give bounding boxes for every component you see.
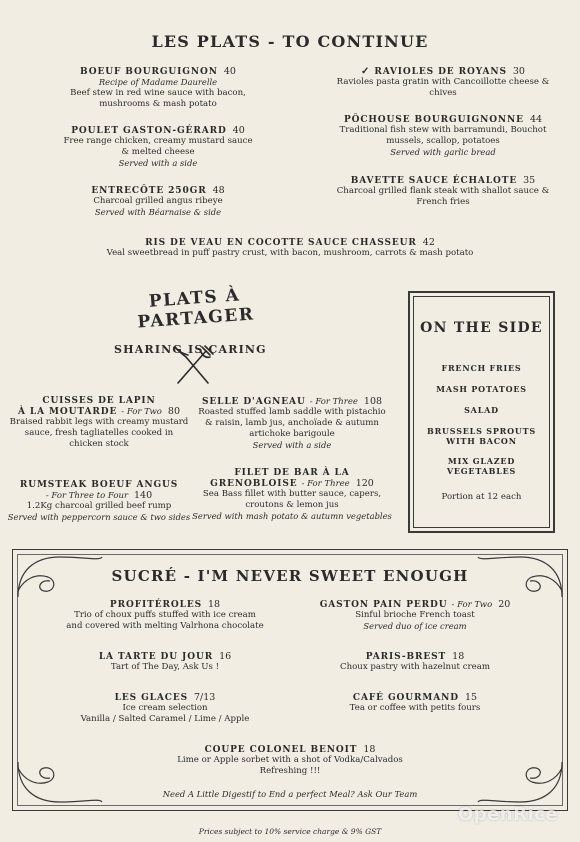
dish-desc: artichoke barigoule xyxy=(249,429,335,439)
dish-desc: Veal sweetbread in puff pastry crust, with bacon, mushroom, carrots & mash potato xyxy=(106,248,474,258)
dish-cuisses-lapin xyxy=(6,396,192,450)
dish-note: Served with peppercorn sauce & two sides xyxy=(7,512,191,522)
dish-price: 18 xyxy=(207,599,221,610)
dish-name: BAVETTE SAUCE ÉCHALOTE xyxy=(350,176,518,186)
dish-desc: Trio of choux puffs stuffed with ice cream xyxy=(74,610,256,620)
dish-note: Served with Béarnaise & side xyxy=(94,207,222,217)
dish-serving-note: - For Three xyxy=(309,397,358,407)
dish-desc: Charcoal grilled angus ribeye xyxy=(93,196,223,206)
dish-desc: chives xyxy=(429,88,457,98)
dish-name: PARIS-BREST xyxy=(365,652,447,662)
dish-name: CUISSES DE LAPIN xyxy=(42,396,156,406)
dish-entrecote xyxy=(38,185,278,218)
dish-desc: Beef stew in red wine sauce with bacon, xyxy=(70,88,246,98)
digestif-note: Need A Little Digestif to End a perfect Meal? Ask Our Team xyxy=(162,789,418,799)
plats-title: LES PLATS - TO CONTINUE xyxy=(151,32,429,51)
dish-note: Recipe of Madame Daurelle xyxy=(98,77,218,87)
dessert-coupe-colonel xyxy=(0,744,580,777)
dish-price: 80 xyxy=(167,406,181,417)
dish-desc: Free range chicken, creamy mustard sauce xyxy=(63,136,253,146)
dish-name: RUMSTEAK BOEUF ANGUS xyxy=(19,480,179,490)
side-item: SALAD xyxy=(464,405,499,415)
dish-selle-agneau xyxy=(192,396,392,451)
dish-desc: and covered with melting Valrhona chocolate xyxy=(66,621,264,631)
side-portion: Portion at 12 each xyxy=(441,492,522,502)
dish-bavette xyxy=(318,175,568,208)
side-item: MIX GLAZED xyxy=(447,456,516,466)
dish-price: 140 xyxy=(134,490,153,501)
dish-serving-note: - For Two xyxy=(121,407,162,417)
dish-desc: Sea Bass fillet with butter sauce, capers, xyxy=(202,489,382,499)
dish-price: 40 xyxy=(223,66,236,77)
fork-knife-icon xyxy=(170,343,216,389)
dish-price: 16 xyxy=(219,651,232,662)
dish-note: Served with a side xyxy=(252,440,332,450)
dish-price: 42 xyxy=(422,237,435,248)
dessert-tarte xyxy=(40,651,290,673)
side-item: BRUSSELS SPROUTS xyxy=(427,426,536,436)
sharing-subtitle: SHARING IS CARING xyxy=(114,343,267,356)
dish-name: RIS DE VEAU EN COCOTTE SAUCE CHASSEUR xyxy=(145,238,417,248)
dish-desc: sauce, fresh tagliatelles cooked in xyxy=(24,428,174,438)
dish-desc: Tea or coffee with petits fours xyxy=(349,703,481,713)
dish-name: FILET DE BAR À LA xyxy=(234,468,350,478)
dish-name: COUPE COLONEL BENOIT xyxy=(204,745,358,755)
dish-price: 20 xyxy=(498,599,511,610)
dish-price: 108 xyxy=(363,396,383,407)
dish-desc: Refreshing !!! xyxy=(259,766,321,776)
dish-desc: Tart of The Day, Ask Us ! xyxy=(110,662,220,672)
dish-desc: Charcoal grilled flank steak with shallot sauce & xyxy=(336,186,550,196)
dish-desc: mushrooms & mash potato xyxy=(99,99,217,109)
side-item: FRENCH FRIES xyxy=(441,363,522,373)
dish-price: 18 xyxy=(452,651,465,662)
dish-desc: Sinful brioche French toast xyxy=(355,610,475,620)
dish-desc: Braised rabbit legs with creamy mustard xyxy=(9,417,189,427)
dish-name: ENTRECÔTE 250GR xyxy=(91,186,207,196)
dish-desc: French fries xyxy=(416,197,470,207)
side-item: MASH POTATOES xyxy=(436,384,527,394)
dish-desc: & melted cheese xyxy=(121,147,195,157)
dish-desc: Vanilla / Salted Caramel / Lime / Apple xyxy=(80,714,250,724)
dish-name: PROFITÉROLES xyxy=(109,600,202,610)
dish-price: 48 xyxy=(212,185,225,196)
dessert-profiteroles xyxy=(40,599,290,632)
dish-price: 35 xyxy=(523,175,536,186)
dish-desc: & raisin, lamb jus, anchoïade & autumn xyxy=(205,418,379,428)
dish-poulet xyxy=(38,125,278,169)
dish-ris-de-veau xyxy=(0,237,580,259)
dish-name: BOEUF BOURGUIGNON xyxy=(80,67,218,77)
dessert-title: SUCRÉ - I'M NEVER SWEET ENOUGH xyxy=(111,567,469,585)
dish-price: 120 xyxy=(355,478,374,489)
dish-filet-de-bar xyxy=(192,468,392,522)
dish-name: RAVIOLES DE ROYANS xyxy=(374,67,507,77)
dish-desc: Choux pastry with hazelnut cream xyxy=(340,662,490,672)
dish-name: GRENOBLOISE xyxy=(210,479,298,489)
dish-name: LES GLACES xyxy=(114,693,188,703)
dish-name: GASTON PAIN PERDU xyxy=(319,600,448,610)
dish-price: 18 xyxy=(363,744,376,755)
dish-price: 15 xyxy=(464,692,478,703)
dish-name: PÔCHOUSE BOURGUIGNONNE xyxy=(343,115,524,125)
dish-serving-note: - For Three to Four xyxy=(45,491,129,501)
side-item: VEGETABLES xyxy=(446,466,517,476)
dish-ravioles xyxy=(318,66,568,99)
dish-desc: croutons & lemon jus xyxy=(245,500,339,510)
dessert-pain-perdu xyxy=(290,599,540,632)
dessert-cafe-gourmand xyxy=(290,692,540,714)
dish-serving-note: - For Three xyxy=(301,479,350,489)
dish-desc: Traditional fish stew with barramundi, Bouchot xyxy=(339,125,547,135)
dessert-paris-brest xyxy=(290,651,540,673)
side-item: WITH BACON xyxy=(446,436,517,446)
side-title: ON THE SIDE xyxy=(420,320,543,336)
sharing-title: PLATS À PARTAGER xyxy=(136,285,256,333)
dish-name: CAFÉ GOURMAND xyxy=(352,693,459,703)
dish-desc: Roasted stuffed lamb saddle with pistachio xyxy=(198,407,386,417)
dish-price: 30 xyxy=(512,66,525,77)
dish-desc: Ravioles pasta gratin with Cancoillotte cheese & xyxy=(336,77,550,87)
dish-price: 7/13 xyxy=(194,692,216,703)
dessert-glaces xyxy=(40,692,290,725)
dish-boeuf-bourguignon xyxy=(38,66,278,110)
dish-desc: Lime or Apple sorbet with a shot of Vodka/Calvados xyxy=(177,755,403,765)
dish-note: Served with mash potato & autumn vegetables xyxy=(192,511,392,521)
dish-desc: chicken stock xyxy=(69,439,129,449)
dish-desc: Ice cream selection xyxy=(122,703,208,713)
chevron-down-icon: ✓ xyxy=(361,66,371,77)
dish-rumsteak xyxy=(4,480,194,523)
dish-name: SELLE D'AGNEAU xyxy=(201,397,306,407)
dish-pochouse xyxy=(318,114,568,158)
dish-desc: mussels, scallop, potatoes xyxy=(386,136,500,146)
side-list xyxy=(408,363,555,503)
dish-note: Served with a side xyxy=(118,158,198,168)
footer-note: Prices subject to 10% service charge & 9% GST xyxy=(198,827,382,836)
dish-serving-note: - For Two xyxy=(451,600,493,610)
dish-desc: 1.2Kg charcoal grilled beef rump xyxy=(26,501,172,511)
dish-name: À LA MOUTARDE xyxy=(17,407,118,417)
dish-note: Served duo of ice cream xyxy=(363,621,467,631)
dish-note: Served with garlic bread xyxy=(390,147,496,157)
dish-price: 40 xyxy=(232,125,245,136)
dish-name: LA TARTE DU JOUR xyxy=(98,652,214,662)
dish-name: POULET GASTON-GÉRARD xyxy=(71,126,227,136)
dish-price: 44 xyxy=(529,114,543,125)
watermark-logo: OpenRice xyxy=(458,804,559,825)
